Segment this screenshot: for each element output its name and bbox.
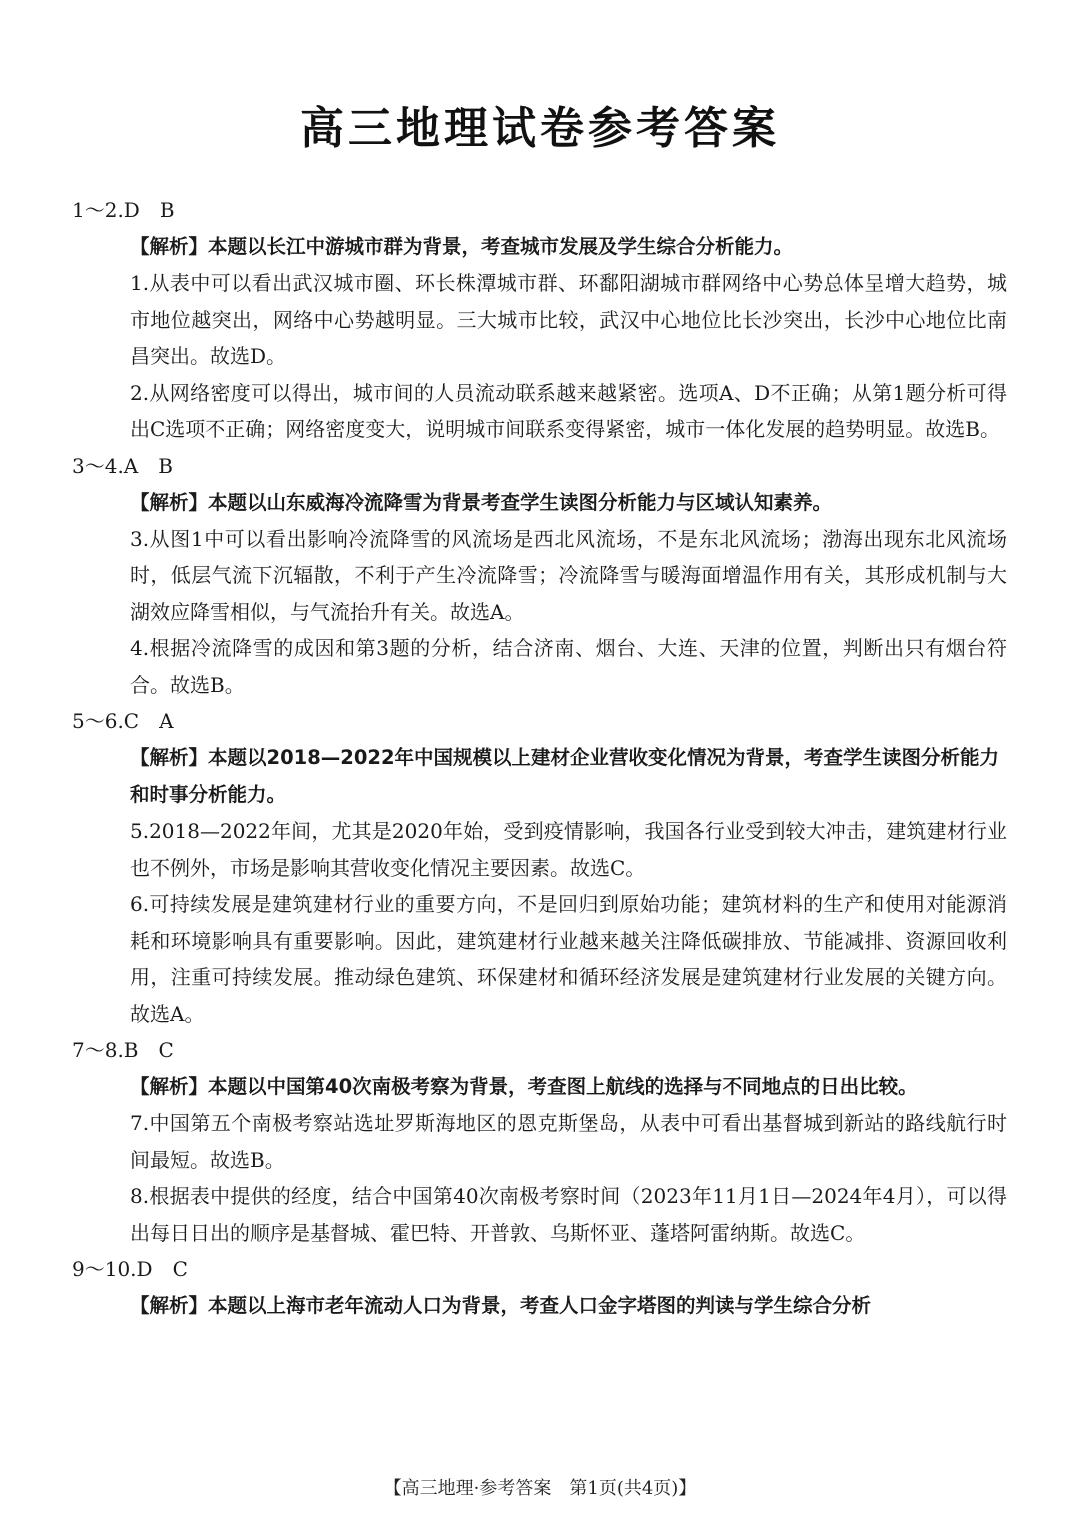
group-answer: 3～4.A B [72,453,173,478]
answer-explanation: 7.中国第五个南极考察站选址罗斯海地区的恩克斯堡岛，从表中可看出基督城到新站的路线航行时间最短。故选B。 [130,1111,1007,1172]
analysis-heading: 【解析】本题以长江中游城市群为背景，考查城市发展及学生综合分析能力。 [130,235,794,258]
group-answer: 5～6.C A [72,709,174,733]
analysis-heading: 【解析】本题以上海市老年流动人口为背景，考查人口金字塔图的判读与学生综合分析 [130,1294,872,1317]
answer-group-7-8 [72,1032,1007,1251]
answer-explanation: 2.从网络密度可以得出，城市间的人员流动联系越来越紧密。选项A、D不正确；从第1题分析可得出C选项不正确；网络密度变大，说明城市间联系变得紧密，城市一体化发展的趋势明显。故选B。 [130,380,1007,441]
answer-group-9-10 [72,1251,1007,1324]
group-answer: 9～10.D C [72,1257,188,1281]
answer-explanation: 1.从表中可以看出武汉城市圈、环长株潭城市群、环鄱阳湖城市群网络中心势总体呈增大趋势，城市地位越突出，网络中心势越明显。三大城市比较，武汉中心地位比长沙突出，长沙中心地位比南昌突出。故选D。 [130,271,1007,368]
analysis-heading: 【解析】本题以2018—2022年中国规模以上建材企业营收变化情况为背景，考查学生读图分析能力和时事分析能力。 [130,746,1000,806]
page-title: 高三地理试卷参考答案 [300,103,780,154]
group-answer: 1～2.D B [72,198,175,222]
answer-explanation: 5.2018—2022年间，尤其是2020年始，受到疫情影响，我国各行业受到较大冲击，建筑建材行业也不例外，市场是影响其营收变化情况主要因素。故选C。 [130,819,1007,880]
answer-group-1-2 [72,192,1007,448]
answer-explanation: 8.根据表中提供的经度，结合中国第40次南极考察时间（2023年11月1日—2024年4月），可以得出每日日出的顺序是基督城、霍巴特、开普敦、乌斯怀亚、蓬塔阿雷纳斯。故选C。 [130,1184,1007,1245]
group-answer: 7～8.B C [72,1038,174,1062]
answer-group-5-6 [72,703,1007,1032]
answer-explanation: 4.根据冷流降雪的成因和第3题的分析，结合济南、烟台、大连、天津的位置，判断出只有烟台符合。故选B。 [130,636,1007,697]
answer-content [72,192,1007,1324]
analysis-heading: 【解析】本题以山东威海冷流降雪为背景考查学生读图分析能力与区域认知素养。 [130,490,833,514]
answer-explanation: 6.可持续发展是建筑建材行业的重要方向，不是回归到原始功能；建筑材料的生产和使用对能源消耗和环境影响具有重要影响。因此，建筑建材行业越来越关注降低碳排放、节能减排、资源回收利用，注重可持续发展。推动绿色建筑、环保建材和循环经济发展是建筑建材行业发展的关键方向。故选A。 [130,892,1007,1026]
answer-group-3-4 [72,448,1007,704]
page-footer: 【高三地理·参考答案 第1页(共4页)】 [383,1478,697,1499]
analysis-heading: 【解析】本题以中国第40次南极考察为背景，考查图上航线的选择与不同地点的日出比较。 [130,1075,918,1098]
answer-explanation: 3.从图1中可以看出影响冷流降雪的风流场是西北风流场，不是东北风流场；渤海出现东北风流场时，低层气流下沉辐散，不利于产生冷流降雪；冷流降雪与暖海面增温作用有关，其形成机制与大湖效应降雪相似，与气流抬升有关。故选A。 [130,526,1007,624]
